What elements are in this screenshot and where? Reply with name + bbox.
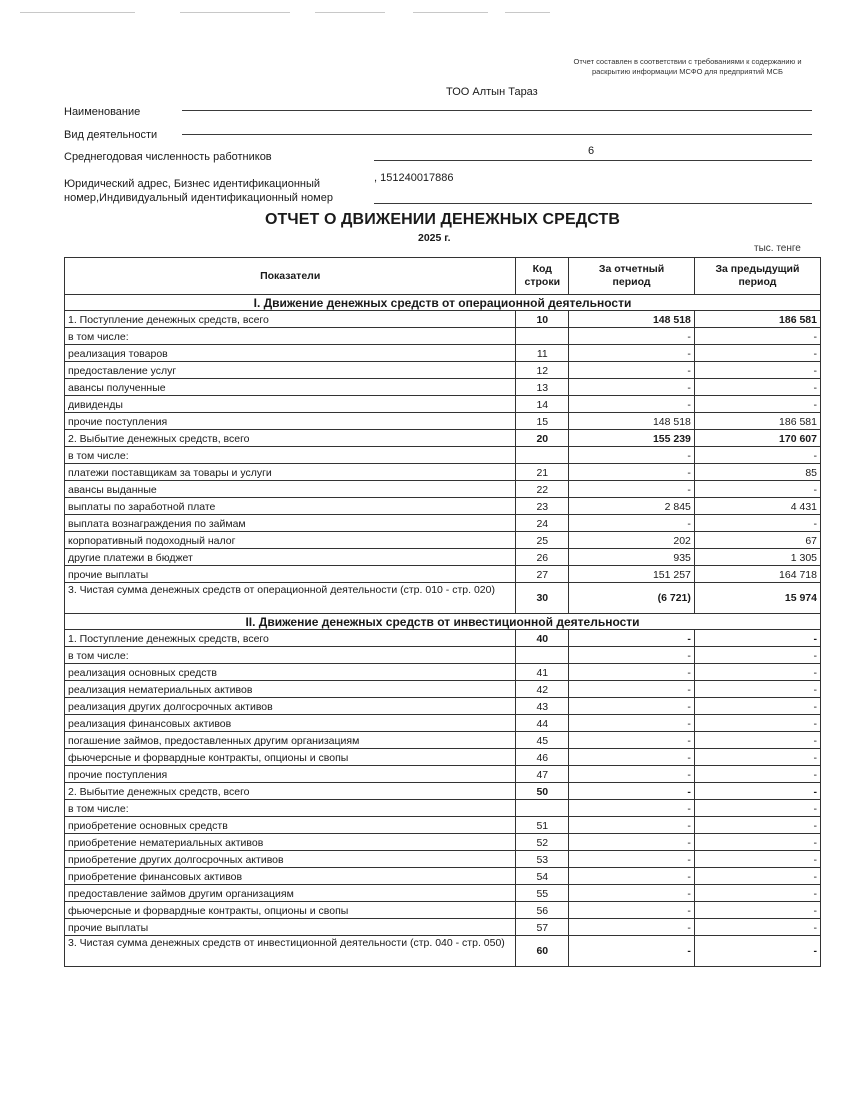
row-previous-period-value: - <box>694 396 820 413</box>
col-header-current <box>569 258 695 295</box>
row-previous-period-value: 186 581 <box>694 413 820 430</box>
row-code: 12 <box>516 362 569 379</box>
col-header-current-line2: период <box>612 276 651 288</box>
report-year: 2025 г. <box>418 232 451 244</box>
table-row <box>65 800 821 817</box>
table-row <box>65 362 821 379</box>
row-code: 14 <box>516 396 569 413</box>
table-row <box>65 430 821 447</box>
row-previous-period-value: - <box>694 681 820 698</box>
row-current-period-value: - <box>569 345 695 362</box>
table-row <box>65 664 821 681</box>
row-code: 53 <box>516 851 569 868</box>
row-code: 25 <box>516 532 569 549</box>
table-row <box>65 749 821 766</box>
row-previous-period-value: - <box>694 698 820 715</box>
row-code: 54 <box>516 868 569 885</box>
row-previous-period-value: - <box>694 766 820 783</box>
row-current-period-value: - <box>569 396 695 413</box>
row-previous-period-value: - <box>694 362 820 379</box>
row-previous-period-value: - <box>694 919 820 936</box>
row-label: реализация нематериальных активов <box>65 681 516 698</box>
col-header-previous <box>694 258 820 295</box>
row-current-period-value: - <box>569 936 695 967</box>
row-previous-period-value: - <box>694 630 820 647</box>
row-label: выплаты по заработной плате <box>65 498 516 515</box>
row-code <box>516 328 569 345</box>
row-previous-period-value: - <box>694 345 820 362</box>
row-current-period-value: - <box>569 919 695 936</box>
row-previous-period-value: 85 <box>694 464 820 481</box>
row-current-period-value: - <box>569 447 695 464</box>
address-bin-value: , 151240017886 <box>374 172 454 184</box>
company-name: ТОО Алтын Тараз <box>446 86 538 98</box>
row-label: в том числе: <box>65 800 516 817</box>
row-code: 44 <box>516 715 569 732</box>
row-code: 51 <box>516 817 569 834</box>
row-label: в том числе: <box>65 647 516 664</box>
table-row <box>65 515 821 532</box>
scan-artifact-lines <box>0 10 852 30</box>
employees-value: 6 <box>588 145 595 157</box>
row-current-period-value: - <box>569 800 695 817</box>
row-previous-period-value: - <box>694 481 820 498</box>
row-current-period-value: - <box>569 328 695 345</box>
row-label: авансы выданные <box>65 481 516 498</box>
row-current-period-value: - <box>569 834 695 851</box>
table-row <box>65 902 821 919</box>
row-previous-period-value: 1 305 <box>694 549 820 566</box>
row-code: 43 <box>516 698 569 715</box>
row-label: выплата вознаграждения по займам <box>65 515 516 532</box>
row-code: 41 <box>516 664 569 681</box>
address-label-line1: Юридический адрес, Бизнес идентификационный <box>64 178 321 190</box>
row-current-period-value: - <box>569 783 695 800</box>
col-header-code <box>516 258 569 295</box>
name-label: Наименование <box>64 106 141 118</box>
row-code <box>516 447 569 464</box>
col-header-previous-line1: За предыдущий <box>715 263 800 275</box>
row-current-period-value: 148 518 <box>569 311 695 328</box>
row-previous-period-value: - <box>694 817 820 834</box>
table-row <box>65 481 821 498</box>
row-current-period-value: 155 239 <box>569 430 695 447</box>
cash-flow-table <box>64 257 821 967</box>
row-code: 23 <box>516 498 569 515</box>
row-previous-period-value: - <box>694 515 820 532</box>
row-previous-period-value: 4 431 <box>694 498 820 515</box>
table-row <box>65 647 821 664</box>
row-label: 1. Поступление денежных средств, всего <box>65 630 516 647</box>
row-label: реализация основных средств <box>65 664 516 681</box>
row-code: 11 <box>516 345 569 362</box>
table-row <box>65 783 821 800</box>
row-current-period-value: - <box>569 715 695 732</box>
row-code: 21 <box>516 464 569 481</box>
row-label: 2. Выбытие денежных средств, всего <box>65 783 516 800</box>
row-code: 55 <box>516 885 569 902</box>
row-label: приобретение нематериальных активов <box>65 834 516 851</box>
address-field-line <box>374 203 812 204</box>
row-current-period-value: - <box>569 851 695 868</box>
table-row <box>65 464 821 481</box>
row-code: 52 <box>516 834 569 851</box>
row-label: прочие поступления <box>65 766 516 783</box>
activity-field-line <box>182 134 812 135</box>
row-previous-period-value: - <box>694 868 820 885</box>
row-current-period-value: - <box>569 698 695 715</box>
row-code: 60 <box>516 936 569 967</box>
row-current-period-value: - <box>569 868 695 885</box>
row-label: корпоративный подоходный налог <box>65 532 516 549</box>
section-header-row <box>65 614 821 630</box>
row-label: предоставление услуг <box>65 362 516 379</box>
row-code: 27 <box>516 566 569 583</box>
table-row <box>65 345 821 362</box>
row-current-period-value: 2 845 <box>569 498 695 515</box>
table-row <box>65 851 821 868</box>
table-row <box>65 715 821 732</box>
row-current-period-value: (6 721) <box>569 583 695 614</box>
employees-field-line <box>374 160 812 161</box>
row-label: предоставление займов другим организациям <box>65 885 516 902</box>
row-label: приобретение финансовых активов <box>65 868 516 885</box>
row-code: 30 <box>516 583 569 614</box>
row-code: 26 <box>516 549 569 566</box>
row-current-period-value: - <box>569 630 695 647</box>
row-label: фьючерсные и форвардные контракты, опционы и свопы <box>65 749 516 766</box>
row-previous-period-value: - <box>694 800 820 817</box>
row-current-period-value: - <box>569 647 695 664</box>
row-current-period-value: - <box>569 885 695 902</box>
row-previous-period-value: - <box>694 715 820 732</box>
row-previous-period-value: - <box>694 851 820 868</box>
row-label: приобретение других долгосрочных активов <box>65 851 516 868</box>
row-previous-period-value: - <box>694 902 820 919</box>
col-header-current-line1: За отчетный <box>598 263 665 275</box>
row-code: 20 <box>516 430 569 447</box>
row-current-period-value: - <box>569 766 695 783</box>
table-row <box>65 328 821 345</box>
table-body <box>65 295 821 967</box>
row-label: прочие выплаты <box>65 566 516 583</box>
row-previous-period-value: - <box>694 885 820 902</box>
row-code <box>516 800 569 817</box>
row-previous-period-value: - <box>694 783 820 800</box>
table-row <box>65 532 821 549</box>
row-code: 47 <box>516 766 569 783</box>
row-code: 13 <box>516 379 569 396</box>
col-header-code-line2: строки <box>524 276 561 288</box>
row-label: в том числе: <box>65 328 516 345</box>
table-row <box>65 885 821 902</box>
row-code: 10 <box>516 311 569 328</box>
row-label: реализация товаров <box>65 345 516 362</box>
row-previous-period-value: - <box>694 379 820 396</box>
row-previous-period-value: - <box>694 447 820 464</box>
table-row <box>65 379 821 396</box>
row-label: прочие поступления <box>65 413 516 430</box>
row-label: в том числе: <box>65 447 516 464</box>
activity-label: Вид деятельности <box>64 129 158 141</box>
col-header-code-line1: Код <box>532 263 552 275</box>
row-label: приобретение основных средств <box>65 817 516 834</box>
row-previous-period-value: - <box>694 328 820 345</box>
table-row <box>65 817 821 834</box>
row-label: дивиденды <box>65 396 516 413</box>
row-code: 50 <box>516 783 569 800</box>
row-previous-period-value: - <box>694 936 820 967</box>
row-code: 22 <box>516 481 569 498</box>
table-row <box>65 566 821 583</box>
table-row <box>65 698 821 715</box>
row-current-period-value: 148 518 <box>569 413 695 430</box>
table-row <box>65 498 821 515</box>
col-header-previous-line2: период <box>738 276 777 288</box>
section-header-row <box>65 295 821 311</box>
row-current-period-value: - <box>569 481 695 498</box>
row-current-period-value: - <box>569 664 695 681</box>
col-header-label: Показатели <box>65 258 516 295</box>
table-row <box>65 834 821 851</box>
row-code: 45 <box>516 732 569 749</box>
row-current-period-value: - <box>569 362 695 379</box>
table-row <box>65 630 821 647</box>
row-previous-period-value: - <box>694 664 820 681</box>
table-row <box>65 732 821 749</box>
row-label: 3. Чистая сумма денежных средств от инвестиционной деятельности (стр. 040 - стр. 050) <box>65 936 516 967</box>
name-field-line <box>182 110 812 111</box>
ifrs-compliance-note: Отчет составлен в соответствии с требованиями к содержанию и раскрытию информации МСФО для предприятий МСБ <box>573 57 802 76</box>
table-row <box>65 681 821 698</box>
row-previous-period-value: 170 607 <box>694 430 820 447</box>
table-row <box>65 936 821 967</box>
row-code: 56 <box>516 902 569 919</box>
row-code: 42 <box>516 681 569 698</box>
row-label: реализация финансовых активов <box>65 715 516 732</box>
table-row <box>65 919 821 936</box>
row-label: реализация других долгосрочных активов <box>65 698 516 715</box>
row-label: прочие выплаты <box>65 919 516 936</box>
table-header-row <box>65 258 821 295</box>
row-current-period-value: - <box>569 817 695 834</box>
report-title: ОТЧЕТ О ДВИЖЕНИИ ДЕНЕЖНЫХ СРЕДСТВ <box>265 211 621 228</box>
row-previous-period-value: 186 581 <box>694 311 820 328</box>
row-current-period-value: - <box>569 681 695 698</box>
row-code: 46 <box>516 749 569 766</box>
section-title: II. Движение денежных средств от инвестиционной деятельности <box>65 614 821 630</box>
table-row <box>65 549 821 566</box>
row-current-period-value: - <box>569 749 695 766</box>
row-previous-period-value: 67 <box>694 532 820 549</box>
row-code: 40 <box>516 630 569 647</box>
row-label: фьючерсные и форвардные контракты, опционы и свопы <box>65 902 516 919</box>
row-label: платежи поставщикам за товары и услуги <box>65 464 516 481</box>
table-row <box>65 868 821 885</box>
row-current-period-value: - <box>569 732 695 749</box>
row-current-period-value: 935 <box>569 549 695 566</box>
row-code <box>516 647 569 664</box>
employees-label: Среднегодовая численность работников <box>64 151 272 163</box>
row-label: 2. Выбытие денежных средств, всего <box>65 430 516 447</box>
row-previous-period-value: 164 718 <box>694 566 820 583</box>
table-row <box>65 447 821 464</box>
table-row <box>65 311 821 328</box>
row-label: авансы полученные <box>65 379 516 396</box>
row-code: 57 <box>516 919 569 936</box>
row-current-period-value: - <box>569 902 695 919</box>
row-previous-period-value: 15 974 <box>694 583 820 614</box>
row-current-period-value: 202 <box>569 532 695 549</box>
row-previous-period-value: - <box>694 732 820 749</box>
address-label-line2: номер,Индивидуальный идентификационный номер <box>64 192 333 204</box>
row-label: 3. Чистая сумма денежных средств от операционной деятельности (стр. 010 - стр. 020) <box>65 583 516 614</box>
table-row <box>65 766 821 783</box>
currency-unit: тыс. тенге <box>754 243 801 254</box>
row-current-period-value: - <box>569 515 695 532</box>
section-title: I. Движение денежных средств от операционной деятельности <box>65 295 821 311</box>
row-previous-period-value: - <box>694 647 820 664</box>
table-row <box>65 413 821 430</box>
row-label: другие платежи в бюджет <box>65 549 516 566</box>
row-current-period-value: - <box>569 464 695 481</box>
row-current-period-value: 151 257 <box>569 566 695 583</box>
table-row <box>65 583 821 614</box>
row-current-period-value: - <box>569 379 695 396</box>
row-previous-period-value: - <box>694 749 820 766</box>
row-label: 1. Поступление денежных средств, всего <box>65 311 516 328</box>
table-row <box>65 396 821 413</box>
row-code: 24 <box>516 515 569 532</box>
row-previous-period-value: - <box>694 834 820 851</box>
row-label: погашение займов, предоставленных другим организациям <box>65 732 516 749</box>
row-code: 15 <box>516 413 569 430</box>
